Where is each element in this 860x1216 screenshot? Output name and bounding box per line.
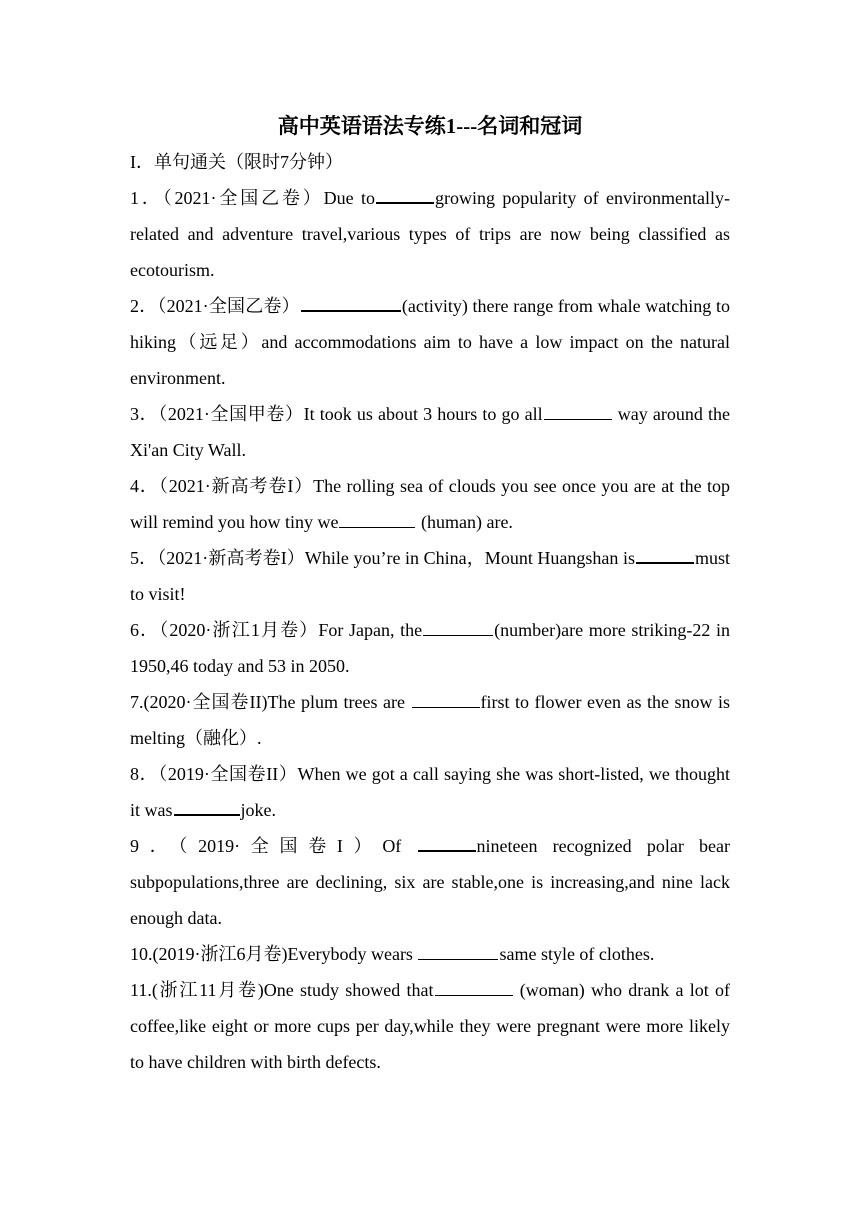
section-heading: I．单句通关（限时7分钟） <box>130 152 343 172</box>
answer-blank[interactable] <box>418 832 476 852</box>
question-text-after: nineteen recognized polar bear subpopulations,three are declining, six are stable,one is increasing,and nine lack enough data. <box>130 836 730 928</box>
question-text-after: (woman) who drank a lot of coffee,like eight or more cups per day,while they were pregnant were more likely to have children with birth defects. <box>130 980 731 1072</box>
question-number: 9． <box>130 836 179 856</box>
question-4 <box>130 468 730 540</box>
question-9 <box>130 828 730 936</box>
question-text-after: must to visit! <box>130 548 731 604</box>
question-5 <box>130 540 730 612</box>
question-text-after: (activity) there range from whale watching to hiking（远足）and accommodations aim to have a low impact on the natural environment. <box>130 296 730 388</box>
question-text-before: The rolling sea of clouds you see once you are at the top will remind you how tiny we <box>130 476 731 532</box>
question-text-before: It took us about 3 hours to go all <box>303 404 543 424</box>
question-2 <box>130 288 730 396</box>
question-number: 6． <box>130 620 160 640</box>
question-text-after: (number)are more striking-22 in 1950,46 today and 53 in 2050. <box>130 620 730 676</box>
question-number: 7. <box>130 692 144 712</box>
question-text-after: joke. <box>240 800 276 820</box>
page-title: 高中英语语法专练1---名词和冠词 <box>277 114 583 138</box>
question-1 <box>130 180 730 288</box>
question-8 <box>130 756 730 828</box>
question-text-after: way around the Xi'an City Wall. <box>130 404 731 460</box>
question-number: 1． <box>130 188 163 208</box>
question-text-after: growing popularity of environmentally-related and adventure travel,various types of trips are now being classified as ecotourism. <box>130 188 730 280</box>
question-source: （2019·全国卷II） <box>158 764 298 784</box>
question-source: (浙江11月卷) <box>151 980 264 1000</box>
question-text-before: Of <box>382 836 417 856</box>
document-page <box>130 108 730 1080</box>
question-source: （2021·全国乙卷） <box>157 296 300 316</box>
question-text-before: The plum trees are <box>267 692 411 712</box>
question-text-after: (human) are. <box>416 512 513 532</box>
question-text-after: first to flower even as the snow is melting（融化）. <box>130 692 731 748</box>
question-number: 2． <box>130 296 158 316</box>
question-source: (2019·浙江6月卷) <box>152 944 288 964</box>
answer-blank[interactable] <box>435 977 513 996</box>
question-source: （2020·浙江1月卷） <box>159 620 319 640</box>
answer-blank[interactable] <box>376 184 434 204</box>
answer-blank[interactable] <box>544 401 612 420</box>
question-source: （2019·全国卷I） <box>178 836 383 856</box>
question-text-before: Due to <box>323 188 375 208</box>
question-6 <box>130 612 730 684</box>
question-source: （2021·新高考卷I） <box>157 548 305 568</box>
answer-blank[interactable] <box>174 796 240 816</box>
question-number: 10. <box>130 944 153 964</box>
question-number: 4． <box>130 476 159 496</box>
question-7 <box>130 684 730 756</box>
question-number: 11. <box>130 980 152 1000</box>
question-number: 8． <box>130 764 159 784</box>
question-text-before: When we got a call saying she was short-listed, we thought it was <box>130 764 731 820</box>
answer-blank[interactable] <box>423 617 493 636</box>
question-source: (2020·全国卷II) <box>143 692 268 712</box>
question-text-before: Everybody wears <box>287 944 418 964</box>
answer-blank[interactable] <box>301 292 401 312</box>
question-source: （2021·全国乙卷） <box>162 188 324 208</box>
question-number: 3． <box>130 404 159 424</box>
question-number: 5． <box>130 548 158 568</box>
question-text-before: One study showed that <box>263 980 434 1000</box>
question-source: （2021·全国甲卷） <box>158 404 304 424</box>
question-3 <box>130 396 730 468</box>
question-source: （2021·新高考卷I） <box>158 476 314 496</box>
question-10 <box>130 936 730 972</box>
question-11 <box>130 972 730 1080</box>
question-text-before: For Japan, the <box>318 620 423 640</box>
answer-blank[interactable] <box>636 544 694 564</box>
answer-blank[interactable] <box>418 941 498 960</box>
answer-blank[interactable] <box>412 689 480 708</box>
question-text-before: While you’re in China，Mount Huangshan is <box>304 548 635 568</box>
answer-blank[interactable] <box>339 509 415 528</box>
question-text-after: same style of clothes. <box>499 944 655 964</box>
